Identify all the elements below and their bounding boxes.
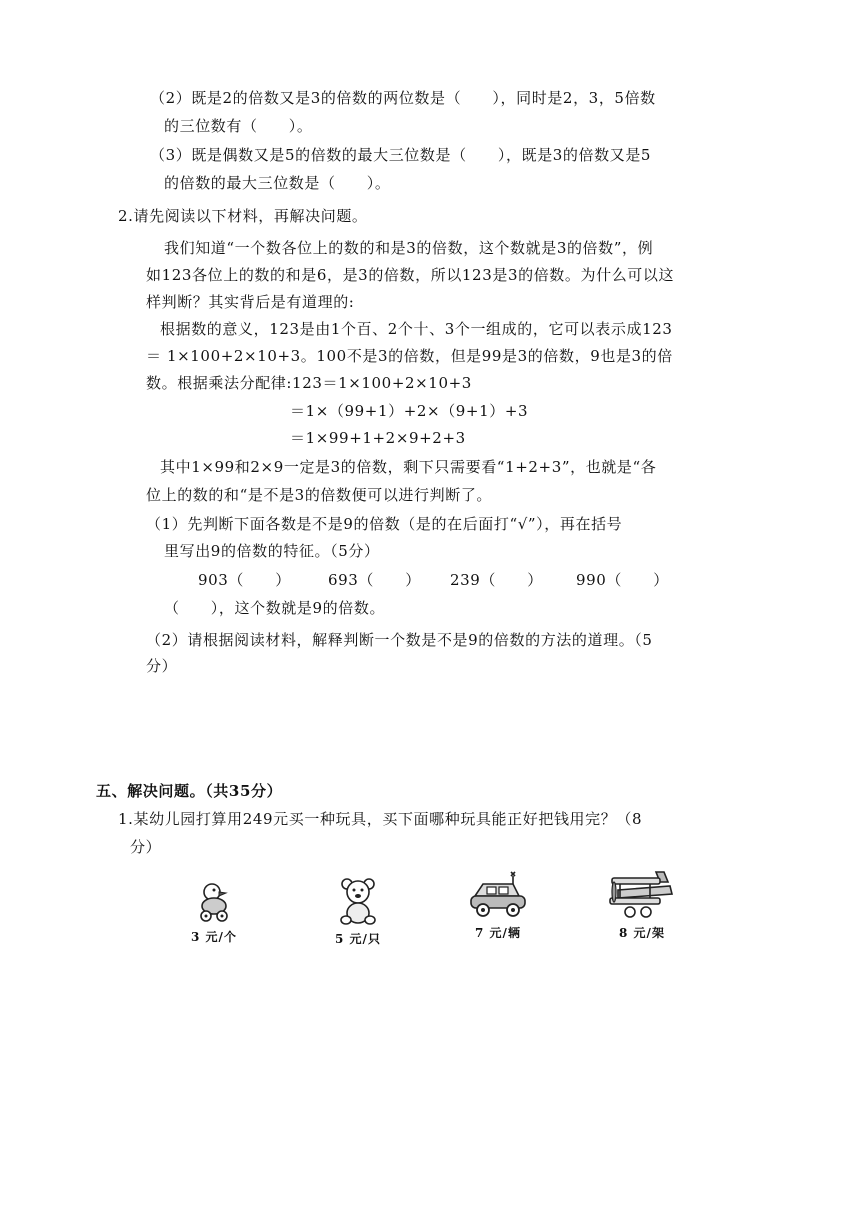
para1-line2: 如123各位上的数的和是6，是3的倍数，所以123是3的倍数。为什么可以这 (146, 266, 675, 284)
para1-line1: 我们知道“一个数各位上的数的和是3的倍数，这个数就是3的倍数”，例 (164, 239, 654, 257)
toy-car-icon (467, 870, 529, 920)
q2-heading: 2.请先阅读以下材料，再解决问题。 (118, 207, 368, 225)
toy-item-duck (186, 880, 242, 945)
toy-item-car (464, 870, 532, 941)
sub1-line1: （1）先判断下面各数是不是9的倍数（是的在后面打“√”），再在括号 (146, 515, 623, 533)
sub2-line2: 分） (146, 657, 178, 675)
sub2-line1: （2）请根据阅读材料，解释判断一个数是不是9的倍数的方法的道理。（5 (146, 631, 653, 649)
q1-part2-line1: （2）既是2的倍数又是3的倍数的两位数是（ ），同时是2，3，5倍数 (150, 89, 656, 107)
para1-line3: 样判断？其实背后是有道理的: (146, 293, 355, 311)
toy-plane-icon (606, 868, 678, 920)
number-990: 990（ ） (576, 571, 669, 589)
s5-q1-line2: 分） (130, 838, 162, 856)
equation-line1: ＝1×（99+1）+2×（9+1）+3 (290, 402, 529, 420)
para2-line2: ＝ 1×100+2×10+3。100不是3的倍数，但是99是3的倍数，9也是3的倍 (146, 347, 673, 365)
equation-line2: ＝1×99+1+2×9+2+3 (290, 429, 466, 447)
toy-item-bear (328, 876, 388, 947)
para2-line3: 数。根据乘法分配律:123＝1×100+2×10+3 (146, 374, 472, 392)
toy-price-plane: 8 元/架 (619, 926, 665, 940)
sub1-fill-line: （ ），这个数就是9的倍数。 (164, 599, 386, 617)
para3-line2: 位上的数的和“是不是3的倍数便可以进行判断了。 (146, 486, 493, 504)
para2-line1: 根据数的意义，123是由1个百、2个十、3个一组成的，它可以表示成123 (160, 320, 673, 338)
s5-q1-line1: 1.某幼儿园打算用249元买一种玩具，买下面哪种玩具能正好把钱用完？（8 (118, 810, 643, 828)
section5-heading: 五、解决问题。（共35分） (96, 782, 283, 800)
duck-toy-icon (194, 880, 234, 924)
sub1-line2: 里写出9的倍数的特征。（5分） (164, 542, 380, 560)
toy-price-duck: 3 元/个 (191, 930, 237, 944)
q1-part2-line2: 的三位数有（ ）。 (164, 117, 313, 135)
number-903: 903（ ） (198, 571, 291, 589)
q1-part3-line2: 的倍数的最大三位数是（ ）。 (164, 174, 391, 192)
para3-line1: 其中1×99和2×9一定是3的倍数，剩下只需要看“1+2+3”，也就是“各 (160, 458, 657, 476)
teddy-bear-icon (336, 876, 380, 926)
number-239: 239（ ） (450, 571, 543, 589)
number-693: 693（ ） (328, 571, 421, 589)
toy-item-plane (604, 868, 680, 941)
toy-price-bear: 5 元/只 (335, 932, 381, 946)
q1-part3-line1: （3）既是偶数又是5的倍数的最大三位数是（ ），既是3的倍数又是5 (150, 146, 652, 164)
toy-price-car: 7 元/辆 (475, 926, 521, 940)
